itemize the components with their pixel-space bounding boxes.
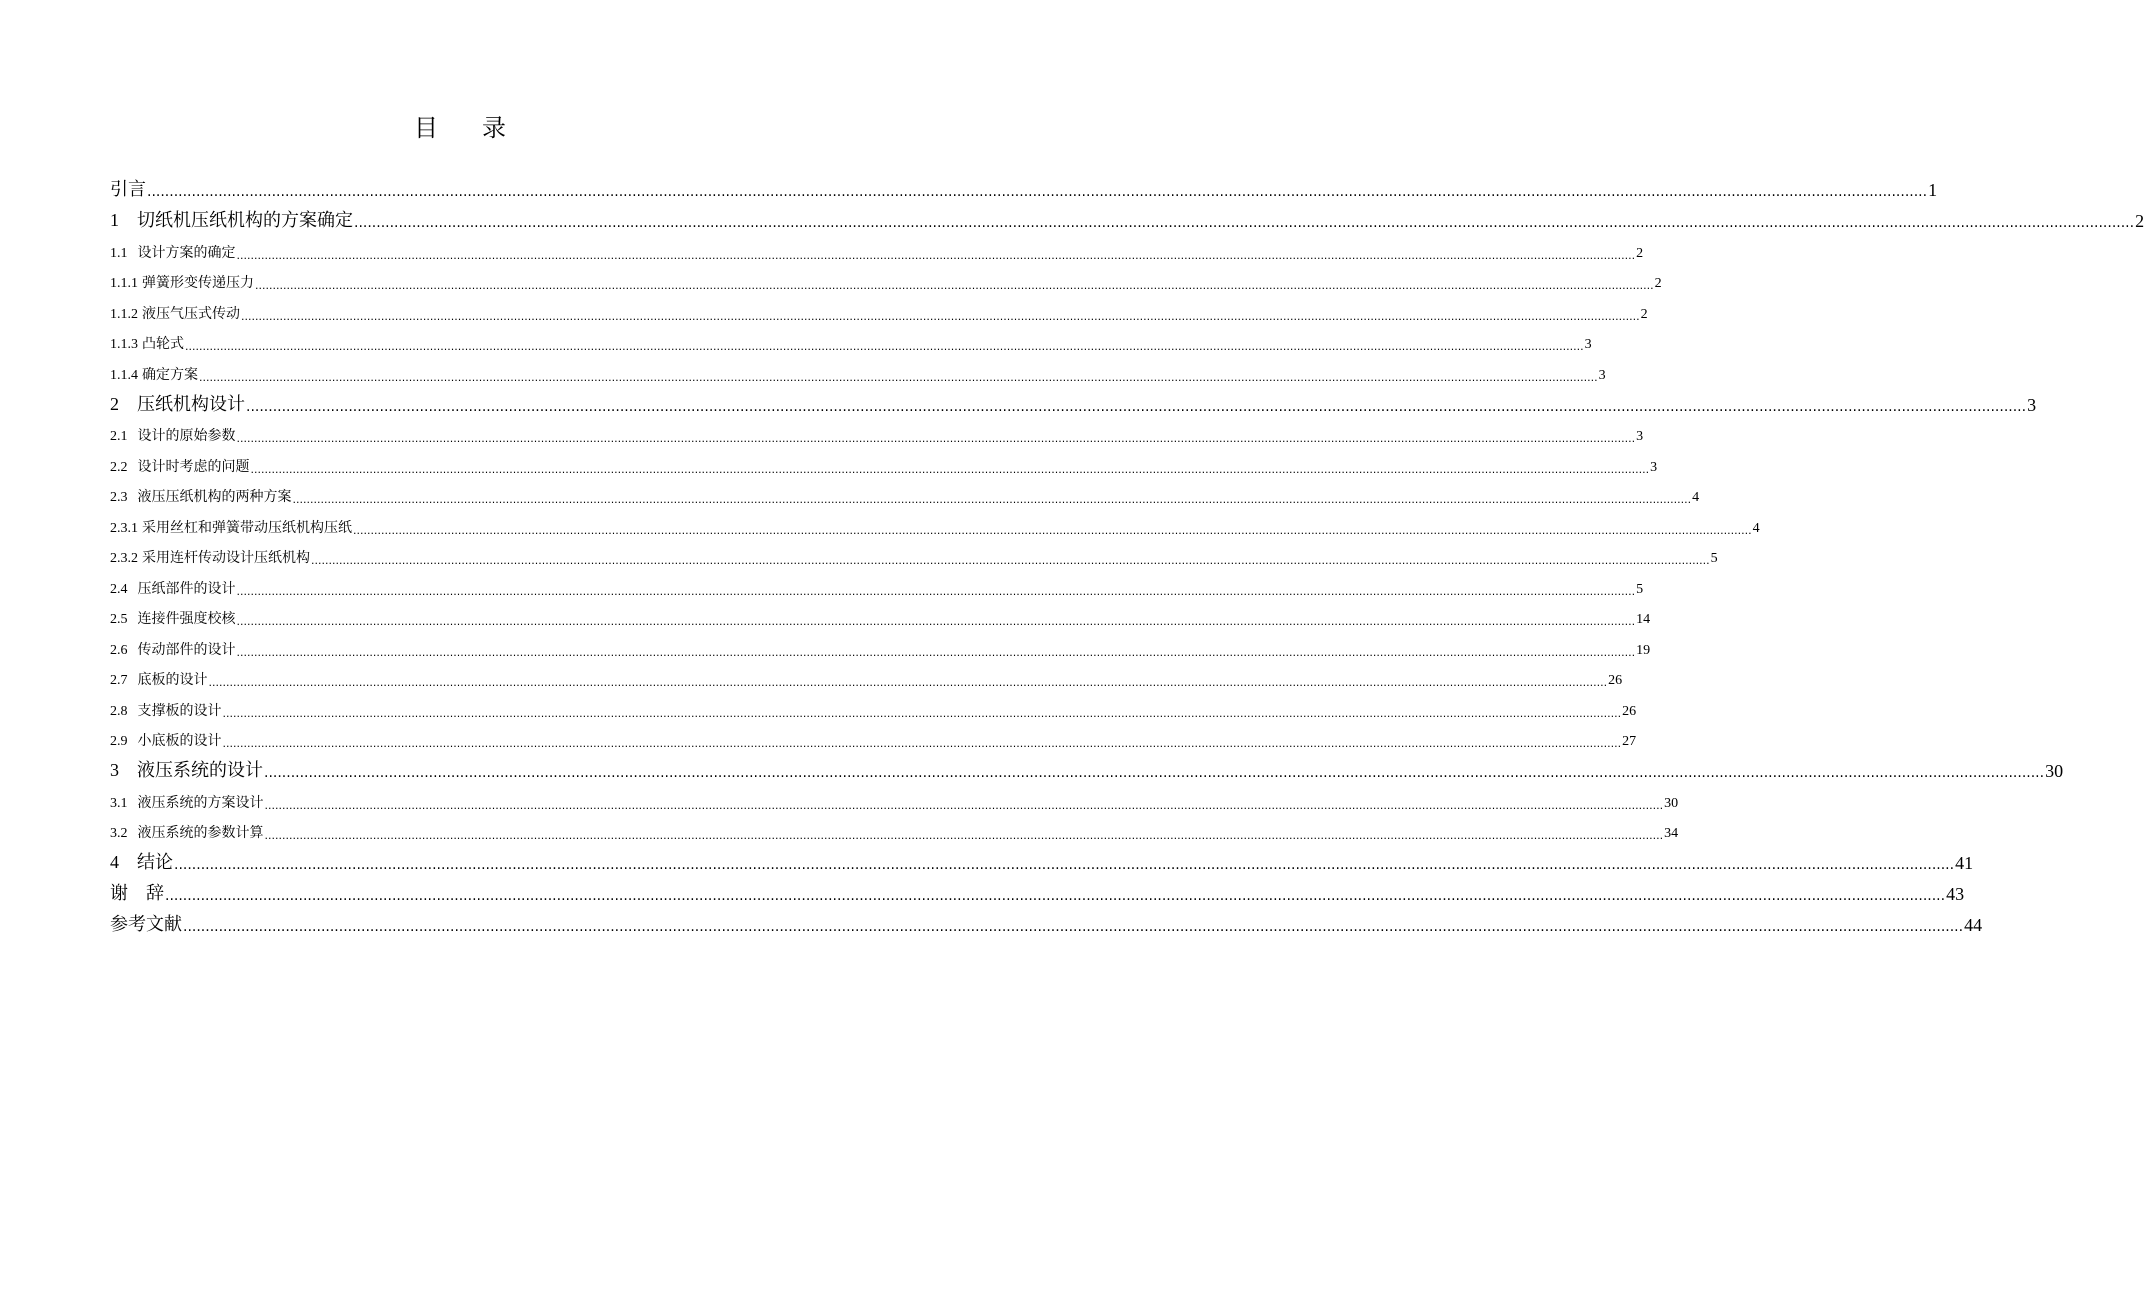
- toc-entry-number: 2.8: [110, 703, 128, 719]
- toc-entry[interactable]: [110, 505, 1760, 537]
- dot-leader: ................................................................................................................................................................................................................................................................................................................................................................................................................: [236, 645, 1636, 659]
- toc-entry-text: 切纸机压纸机构的方案确定: [137, 210, 353, 231]
- toc-entry-text: 传动部件的设计: [137, 641, 236, 658]
- page-title: [0, 108, 920, 143]
- dot-leader: ................................................................................................................................................................................................................................................................................................................................................................................................................: [174, 857, 1955, 873]
- toc-entry-page-number: 34: [1664, 826, 1679, 841]
- toc-entry-number: 2: [110, 393, 119, 414]
- title-char-right: 录: [482, 114, 506, 142]
- toc-entry-page-number: 2: [1654, 276, 1662, 291]
- toc-entry-page-number: 5: [1710, 551, 1718, 566]
- toc-entry-number: 1.1.3: [110, 337, 138, 352]
- toc-entry-page-number: 4: [1692, 490, 1700, 505]
- toc-entry-text: 弹簧形变传递压力: [142, 275, 254, 291]
- toc-entry[interactable]: [110, 261, 1662, 292]
- toc-entry-text: 结论: [137, 852, 173, 873]
- toc-entry-label: [110, 276, 254, 291]
- toc-entry-label: [110, 885, 164, 903]
- toc-entry-label: [110, 796, 264, 811]
- toc-entry[interactable]: [110, 658, 1623, 689]
- toc-entry-number: 2.5: [110, 612, 128, 627]
- toc-entry[interactable]: [110, 414, 1644, 445]
- toc-entry-label: [110, 246, 236, 261]
- toc-entry[interactable]: [110, 352, 1606, 384]
- toc-entry-label: [110, 307, 240, 322]
- toc-entry-text: 小底板的设计: [137, 733, 222, 749]
- toc-entry-number: 2.4: [110, 581, 128, 597]
- toc-entry-text: 支撑板的设计: [137, 702, 222, 719]
- dot-leader: ................................................................................................................................................................................................................................................................................................................................................................................................................: [165, 888, 1946, 904]
- toc-entry-page-number: 3: [1636, 429, 1644, 444]
- toc-entry-page-number: 19: [1636, 642, 1651, 658]
- toc-entry-label: [110, 704, 222, 719]
- toc-entry-label: [110, 490, 292, 505]
- dot-leader: ................................................................................................................................................................................................................................................................................................................................................................................................................: [222, 737, 1622, 750]
- toc-entry-label: [110, 337, 184, 352]
- dot-leader: ................................................................................................................................................................................................................................................................................................................................................................................................................: [222, 706, 1622, 720]
- toc-entry[interactable]: [110, 841, 1974, 873]
- toc-entry[interactable]: [110, 199, 2144, 231]
- toc-entry-text: 压纸机构设计: [137, 393, 245, 415]
- dot-leader: ................................................................................................................................................................................................................................................................................................................................................................................................................: [241, 309, 1640, 323]
- toc-entry-text: 液压系统的参数计算: [137, 825, 264, 841]
- toc-entry-page-number: 1: [1928, 180, 1938, 200]
- toc-entry-text: 谢 辞: [110, 883, 164, 904]
- toc-entry[interactable]: [110, 597, 1651, 628]
- toc-entry[interactable]: [110, 322, 1592, 353]
- toc-entry-number: 1.1.2: [110, 306, 138, 322]
- toc-entry[interactable]: [110, 688, 1637, 720]
- toc-entry-number: 2.3.2: [110, 551, 138, 566]
- toc-entry-label: [110, 761, 263, 780]
- toc-entry-page-number: 2: [1636, 245, 1644, 261]
- toc-entry[interactable]: [110, 780, 1679, 812]
- toc-entry-number: 2.7: [110, 673, 128, 688]
- toc-entry[interactable]: [110, 168, 1938, 200]
- toc-entry[interactable]: [110, 719, 1637, 750]
- toc-entry[interactable]: [110, 536, 1718, 567]
- toc-entry-page-number: 2: [2135, 211, 2144, 231]
- dot-leader: ................................................................................................................................................................................................................................................................................................................................................................................................................: [264, 798, 1664, 812]
- toc-entry-page-number: 41: [1955, 853, 1974, 873]
- dot-leader: ................................................................................................................................................................................................................................................................................................................................................................................................................: [147, 184, 1928, 200]
- toc-entry-number: 2.3: [110, 490, 128, 505]
- toc-entry-text: 液压系统的方案设计: [137, 794, 264, 811]
- dot-leader: ................................................................................................................................................................................................................................................................................................................................................................................................................: [264, 829, 1664, 842]
- dot-leader: ................................................................................................................................................................................................................................................................................................................................................................................................................: [208, 676, 1608, 689]
- dot-leader: ................................................................................................................................................................................................................................................................................................................................................................................................................: [236, 584, 1636, 598]
- toc-entry-number: 4: [110, 852, 119, 872]
- toc-entry-text: 设计的原始参数: [137, 428, 236, 444]
- toc-entry-label: [110, 734, 222, 749]
- toc-entry-text: 凸轮式: [142, 336, 184, 352]
- toc-entry-label: [110, 429, 236, 444]
- dot-leader: ................................................................................................................................................................................................................................................................................................................................................................................................................: [255, 279, 1654, 292]
- toc-entry-label: [110, 916, 182, 934]
- toc-entry[interactable]: [110, 627, 1651, 659]
- dot-leader: ................................................................................................................................................................................................................................................................................................................................................................................................................: [264, 765, 2045, 781]
- toc-entry-number: 1: [110, 210, 119, 230]
- toc-entry-number: 1.1: [110, 245, 128, 261]
- toc-entry-text: 连接件强度校核: [137, 611, 236, 627]
- toc-entry-page-number: 26: [1622, 703, 1637, 719]
- toc-entry-label: [110, 612, 236, 627]
- toc-entry-page-number: 27: [1622, 734, 1637, 749]
- toc-entry-page-number: 26: [1608, 673, 1623, 688]
- toc-entry-number: 2.9: [110, 734, 128, 749]
- toc-entry-number: 3: [110, 760, 119, 780]
- toc-entry-page-number: 14: [1636, 612, 1651, 627]
- toc-entry-number: 2.6: [110, 642, 128, 658]
- toc-entry-number: 1.1.4: [110, 367, 138, 383]
- dot-leader: ................................................................................................................................................................................................................................................................................................................................................................................................................: [354, 215, 2135, 231]
- dot-leader: ................................................................................................................................................................................................................................................................................................................................................................................................................: [311, 554, 1710, 567]
- toc-entry-text: 采用连杆传动设计压纸机构: [142, 550, 310, 566]
- toc-entry-text: 压纸部件的设计: [137, 580, 236, 597]
- toc-entry-text: 引言: [110, 179, 146, 200]
- toc-entry-label: [110, 460, 250, 475]
- toc-entry-text: 参考文献: [110, 914, 182, 935]
- toc-entry-page-number: 4: [1752, 520, 1760, 536]
- dot-leader: ................................................................................................................................................................................................................................................................................................................................................................................................................: [199, 370, 1598, 384]
- toc-entry-label: [110, 826, 264, 841]
- table-of-contents: [110, 168, 2144, 935]
- toc-entry[interactable]: [110, 872, 1965, 904]
- dot-leader: ................................................................................................................................................................................................................................................................................................................................................................................................................: [236, 248, 1636, 262]
- dot-leader: ................................................................................................................................................................................................................................................................................................................................................................................................................: [292, 493, 1692, 506]
- toc-entry[interactable]: [110, 903, 1983, 935]
- toc-entry-label: [110, 395, 245, 414]
- toc-entry-text: 液压压纸机构的两种方案: [137, 489, 292, 505]
- toc-entry-page-number: 3: [1650, 459, 1658, 475]
- toc-entry-label: [110, 211, 353, 230]
- toc-entry-label: [110, 582, 236, 597]
- toc-entry-number: 3.2: [110, 826, 128, 841]
- toc-entry[interactable]: [110, 444, 1658, 476]
- toc-entry-page-number: 2: [1640, 306, 1648, 322]
- toc-entry[interactable]: [110, 383, 2037, 415]
- toc-entry-page-number: 3: [2027, 394, 2037, 415]
- dot-leader: ................................................................................................................................................................................................................................................................................................................................................................................................................: [250, 462, 1650, 476]
- dot-leader: ................................................................................................................................................................................................................................................................................................................................................................................................................: [236, 615, 1636, 628]
- toc-entry[interactable]: [110, 291, 1648, 323]
- toc-entry[interactable]: [110, 749, 2064, 781]
- toc-entry-page-number: 44: [1964, 915, 1983, 935]
- toc-entry-page-number: 43: [1946, 884, 1965, 904]
- title-char-left: 目: [414, 114, 438, 142]
- toc-entry-text: 确定方案: [142, 366, 198, 383]
- toc-entry-label: [110, 368, 198, 383]
- toc-entry[interactable]: [110, 566, 1644, 598]
- toc-entry-number: 1.1.1: [110, 276, 138, 291]
- toc-entry-text: 液压气压式传动: [142, 305, 240, 322]
- toc-entry-page-number: 30: [1664, 795, 1679, 811]
- toc-entry[interactable]: [110, 475, 1700, 506]
- toc-entry-page-number: 30: [2045, 761, 2064, 781]
- toc-entry-number: 2.3.1: [110, 520, 138, 536]
- toc-entry-label: [110, 181, 146, 199]
- toc-entry-label: [110, 643, 236, 658]
- toc-entry-page-number: 3: [1598, 367, 1606, 383]
- toc-entry-text: 设计方案的确定: [137, 244, 236, 261]
- toc-entry-number: 2.2: [110, 459, 128, 475]
- toc-entry-number: 2.1: [110, 429, 128, 444]
- toc-entry-text: 采用丝杠和弹簧带动压纸机构压纸: [142, 519, 352, 536]
- dot-leader: ................................................................................................................................................................................................................................................................................................................................................................................................................: [183, 919, 1964, 935]
- toc-entry-page-number: 3: [1584, 337, 1592, 352]
- toc-entry-label: [110, 853, 173, 872]
- dot-leader: ................................................................................................................................................................................................................................................................................................................................................................................................................: [185, 340, 1584, 353]
- toc-entry-label: [110, 673, 208, 688]
- toc-entry[interactable]: [110, 230, 1644, 262]
- toc-entry-label: [110, 551, 310, 566]
- toc-entry-text: 底板的设计: [137, 672, 208, 688]
- toc-entry-text: 设计时考虑的问题: [137, 458, 250, 475]
- toc-entry[interactable]: [110, 811, 1679, 842]
- dot-leader: ................................................................................................................................................................................................................................................................................................................................................................................................................: [246, 398, 2027, 415]
- dot-leader: ................................................................................................................................................................................................................................................................................................................................................................................................................: [353, 523, 1752, 537]
- dot-leader: ................................................................................................................................................................................................................................................................................................................................................................................................................: [236, 432, 1636, 445]
- toc-entry-page-number: 5: [1636, 581, 1644, 597]
- toc-entry-label: [110, 521, 352, 536]
- toc-entry-text: 液压系统的设计: [137, 760, 263, 781]
- toc-entry-number: 3.1: [110, 795, 128, 811]
